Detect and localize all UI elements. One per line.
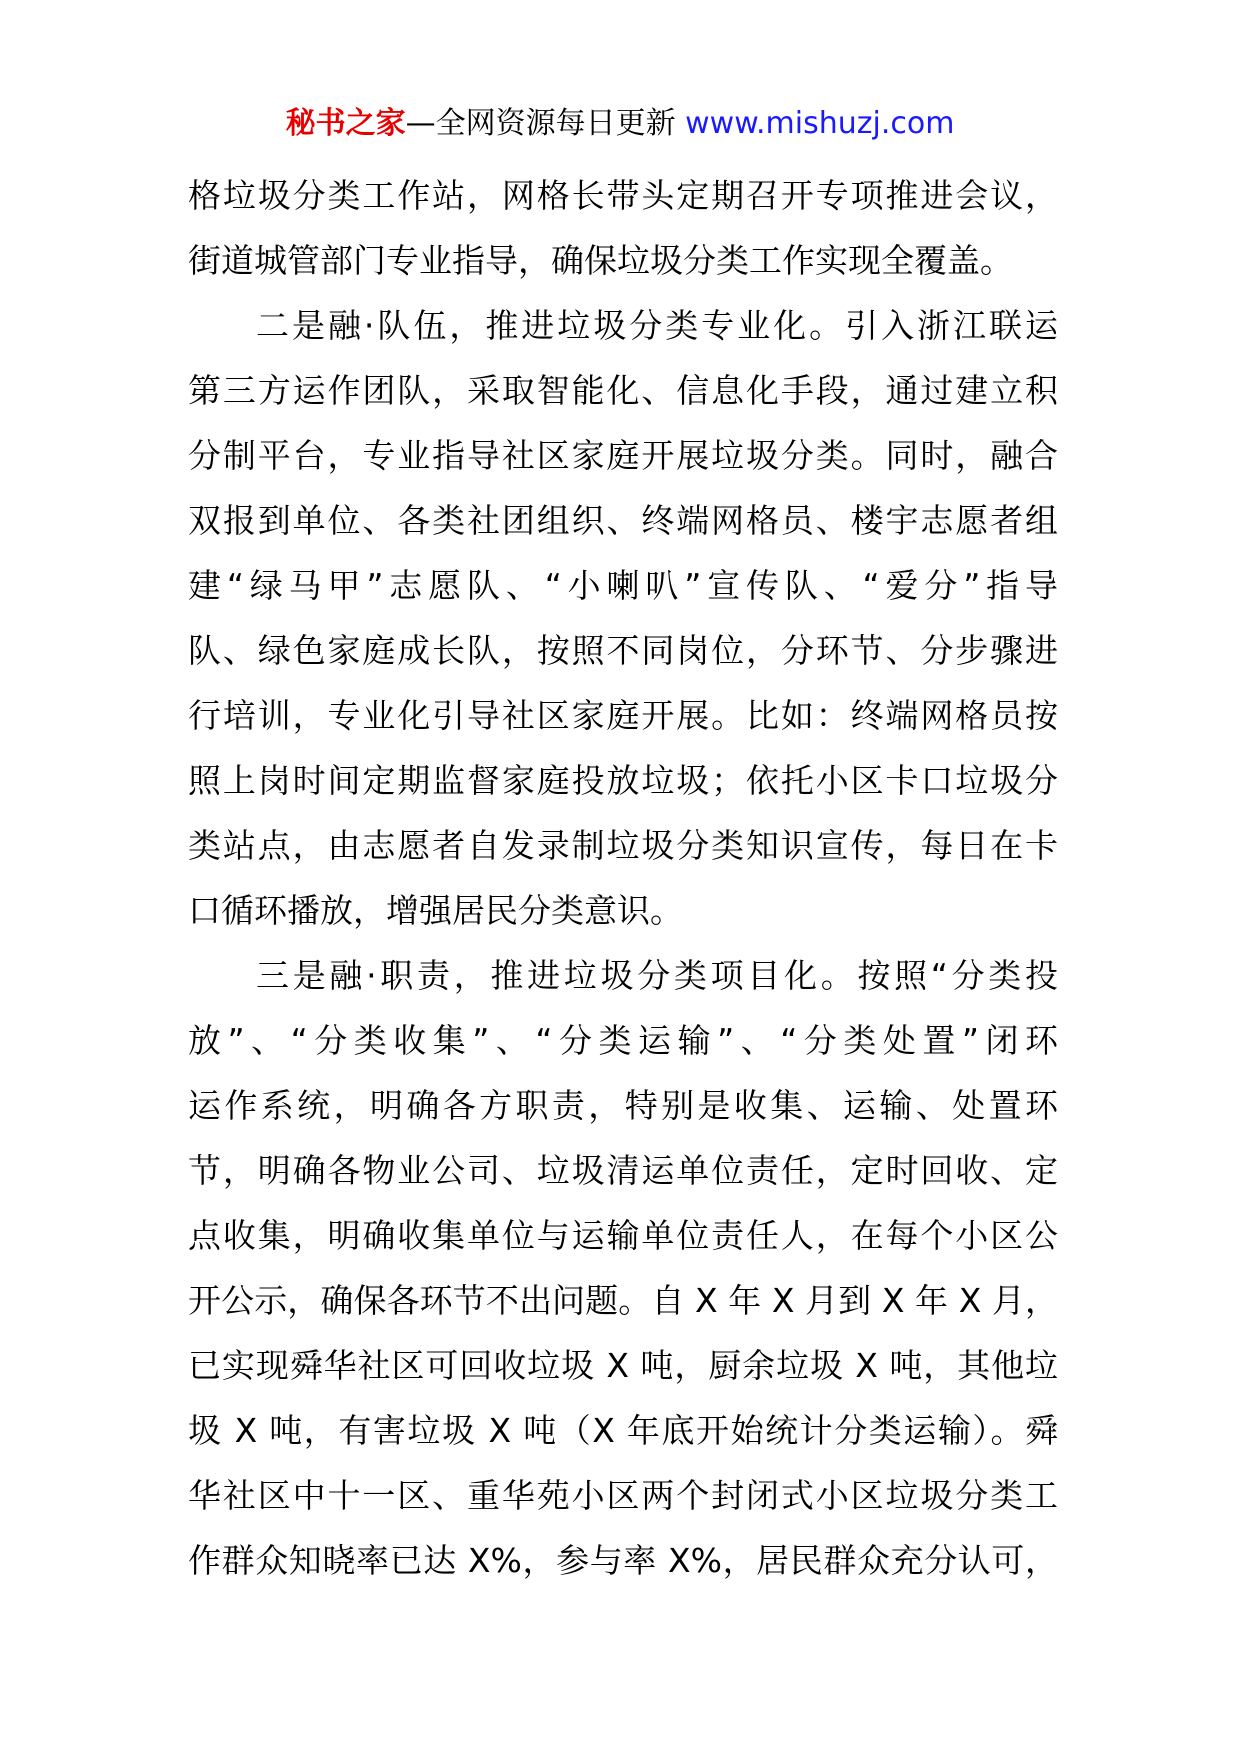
text-line: 已实现舜华社区可回收垃圾 X 吨，厨余垃圾 X 吨，其他垃 — [188, 1346, 1058, 1385]
text-line: 开公示，确保各环节不出问题。自 X 年 X 月到 X 年 X 月， — [188, 1281, 1058, 1320]
text-line: 放”、“分类收集”、“分类运输”、“分类处置”闭环 — [188, 1021, 1058, 1060]
body-text — [188, 163, 1058, 1593]
text-line: 双报到单位、各类社团组织、终端网格员、楼宇志愿者组 — [188, 501, 1058, 540]
text-line: 队、绿色家庭成长队，按照不同岗位，分环节、分步骤进 — [188, 631, 1058, 670]
text-line: 运作系统，明确各方职责，特别是收集、运输、处置环 — [188, 1086, 1058, 1125]
text-line: 华社区中十一区、重华苑小区两个封闭式小区垃圾分类工 — [188, 1476, 1058, 1515]
text-line: 建“绿马甲”志愿队、“小喇叭”宣传队、“爱分”指导 — [188, 566, 1058, 605]
header-brand: 秘书之家 — [285, 106, 406, 141]
text-line: 格垃圾分类工作站，网格长带头定期召开专项推进会议， — [188, 176, 1058, 215]
text-line: 类站点，由志愿者自发录制垃圾分类知识宣传，每日在卡 — [188, 826, 1058, 865]
text-line: 照上岗时间定期监督家庭投放垃圾；依托小区卡口垃圾分 — [188, 761, 1058, 800]
text-line: 口循环播放，增强居民分类意识。 — [188, 891, 683, 930]
page-header — [0, 104, 1240, 144]
paragraph-start-line: 三是融·职责，推进垃圾分类项目化。按照“分类投 — [256, 956, 1058, 995]
text-line: 节，明确各物业公司、垃圾清运单位责任，定时回收、定 — [188, 1151, 1058, 1190]
text-line: 圾 X 吨，有害垃圾 X 吨（X 年底开始统计分类运输）。舜 — [188, 1411, 1058, 1450]
header-tagline: —全网资源每日更新 — [405, 106, 686, 141]
text-line: 分制平台，专业指导社区家庭开展垃圾分类。同时，融合 — [188, 436, 1058, 475]
text-line: 行培训，专业化引导社区家庭开展。比如：终端网格员按 — [188, 696, 1058, 735]
text-line: 点收集，明确收集单位与运输单位责任人，在每个小区公 — [188, 1216, 1058, 1255]
header-site-url[interactable]: www.mishuzj.com — [685, 106, 955, 141]
text-line: 第三方运作团队，采取智能化、信息化手段，通过建立积 — [188, 371, 1058, 410]
text-line: 街道城管部门专业指导，确保垃圾分类工作实现全覆盖。 — [188, 241, 1013, 280]
paragraph-start-line: 二是融·队伍，推进垃圾分类专业化。引入浙江联运 — [256, 306, 1058, 345]
text-line: 作群众知晓率已达 X%，参与率 X%，居民群众充分认可， — [188, 1541, 1058, 1580]
